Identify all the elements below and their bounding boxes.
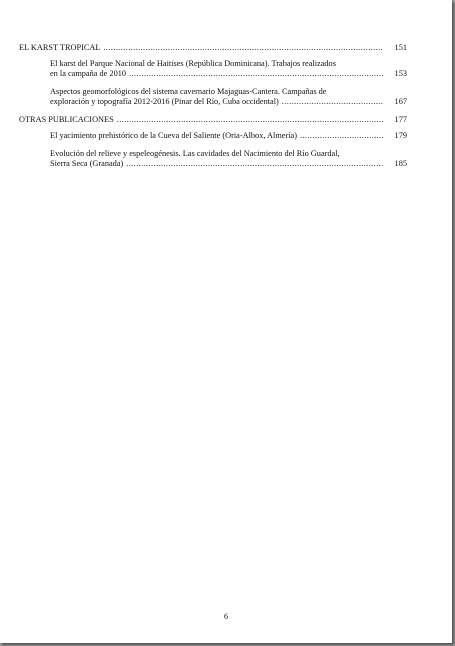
page-ref: 151 — [394, 43, 407, 52]
dot-leader — [300, 131, 383, 141]
toc-entry-majaguas-cantera[interactable] — [50, 87, 407, 107]
page-ref: 167 — [394, 97, 407, 106]
section-title: EL KARST TROPICAL — [19, 43, 101, 52]
page-number: 6 — [224, 612, 228, 621]
toc-entry-cueva-del-saliente[interactable] — [50, 131, 407, 141]
dot-leader — [103, 43, 383, 53]
page-ref: 185 — [394, 159, 407, 168]
dot-leader — [126, 159, 383, 169]
entry-title-line: Sierra Seca (Granada) — [50, 159, 124, 168]
toc-entry-haitises[interactable] — [50, 59, 407, 79]
page-ref: 153 — [394, 69, 407, 78]
entry-title-line: en la campaña de 2010 — [50, 69, 127, 78]
toc-section-karst-tropical[interactable] — [19, 43, 407, 53]
entry-title-line: Aspectos geomorfológicos del sistema cavernario Majaguas-Cantera. Campañas de — [50, 87, 327, 96]
entry-title-line: Evolución del relieve y espeleogénesis. Las cavidades del Nacimiento del Río Guardal, — [50, 149, 340, 158]
section-title: OTRAS PUBLICACIONES — [19, 115, 114, 124]
dot-leader — [129, 69, 383, 79]
entry-title-line: El karst del Parque Nacional de Haitises (República Dominicana). Trabajos realizados — [50, 59, 336, 68]
table-of-contents — [19, 43, 407, 177]
dot-leader — [282, 97, 383, 107]
page-ref: 177 — [394, 115, 407, 124]
entry-title-line: El yacimiento prehistórico de la Cueva del Saliente (Oria-Albox, Almería) — [50, 131, 297, 140]
page-ref: 179 — [394, 131, 407, 140]
dot-leader — [117, 115, 383, 125]
toc-entry-rio-guardal[interactable] — [50, 149, 407, 169]
entry-title-line: exploración y topografía 2012-2016 (Pinar del Río, Cuba occidental) — [50, 97, 279, 106]
toc-section-otras-publicaciones[interactable] — [19, 115, 407, 125]
